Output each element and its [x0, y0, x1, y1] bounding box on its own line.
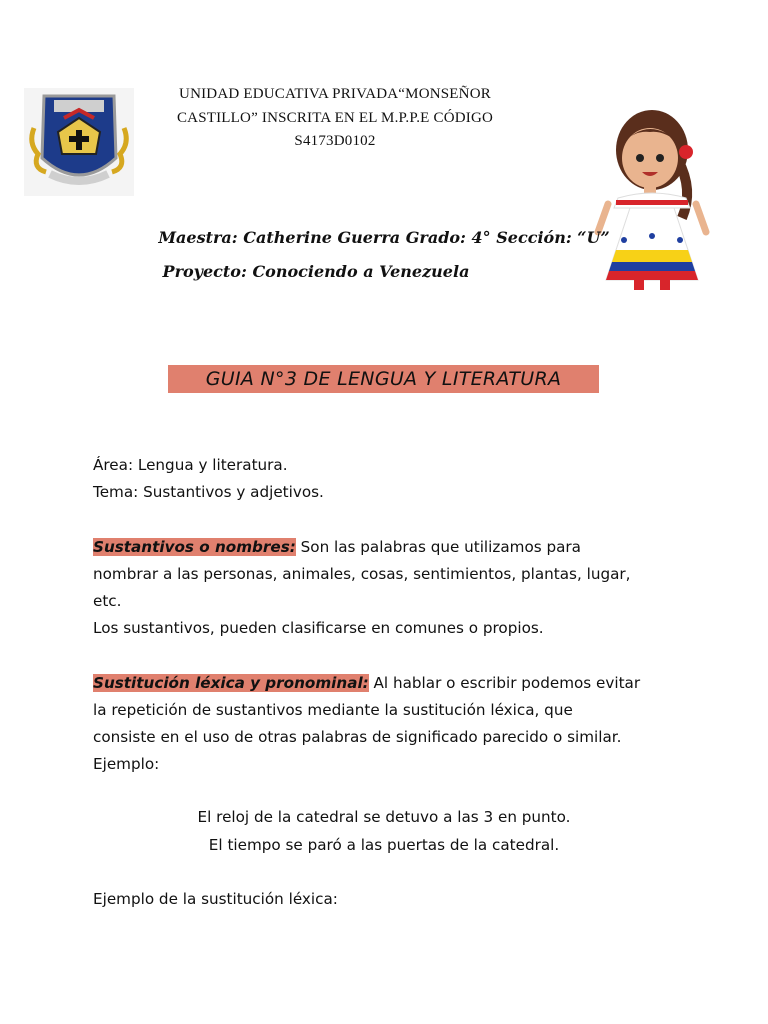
- school-name-line-1: UNIDAD EDUCATIVA PRIVADA“MONSEÑOR: [179, 86, 491, 102]
- sustitucion-paragraph-line-3: consiste en el uso de otras palabras de significado parecido o similar.: [93, 728, 622, 746]
- sustantivos-paragraph-line-4: Los sustantivos, pueden clasificarse en comunes o propios.: [93, 619, 544, 637]
- sustantivos-paragraph-line-2: nombrar a las personas, animales, cosas, sentimientos, plantas, lugar,: [93, 565, 631, 583]
- sustitucion-paragraph-line-4: Ejemplo:: [93, 755, 160, 773]
- sustantivos-text: Son las palabras que utilizamos para: [295, 538, 581, 556]
- example-sentence-1: El reloj de la catedral se detuvo a las 3 en punto.: [197, 808, 571, 826]
- sustantivos-label: Sustantivos o nombres:: [93, 538, 296, 556]
- sustitucion-label: Sustitución léxica y pronominal:: [93, 674, 369, 692]
- teacher-info: Maestra: Catherine Guerra Grado: 4° Sección: “U”: [158, 228, 610, 247]
- example-sentence-2: El tiempo se paró a las puertas de la catedral.: [208, 836, 560, 854]
- sustantivos-paragraph-line-3: etc.: [93, 592, 122, 610]
- sustitucion-paragraph-line-1: [93, 670, 693, 697]
- school-name-line-2: CASTILLO” INSCRITA EN EL M.P.P.E CÓDIGO: [176, 110, 494, 126]
- area-line: Área: Lengua y literatura.: [93, 456, 288, 474]
- sustitucion-text: Al hablar o escribir podemos evitar: [368, 674, 641, 692]
- sustantivos-paragraph-line-1: [93, 534, 693, 561]
- page-title: GUIA N°3 DE LENGUA Y LITERATURA: [168, 365, 599, 393]
- sustitucion-paragraph-line-2: la repetición de sustantivos mediante la sustitución léxica, que: [93, 701, 573, 719]
- project-name: Proyecto: Conociendo a Venezuela: [162, 262, 470, 281]
- footer-line: Ejemplo de la sustitución léxica:: [93, 890, 338, 908]
- school-code: S4173D0102: [294, 133, 376, 149]
- school-logo: [24, 88, 134, 196]
- tema-line: Tema: Sustantivos y adjetivos.: [93, 483, 324, 501]
